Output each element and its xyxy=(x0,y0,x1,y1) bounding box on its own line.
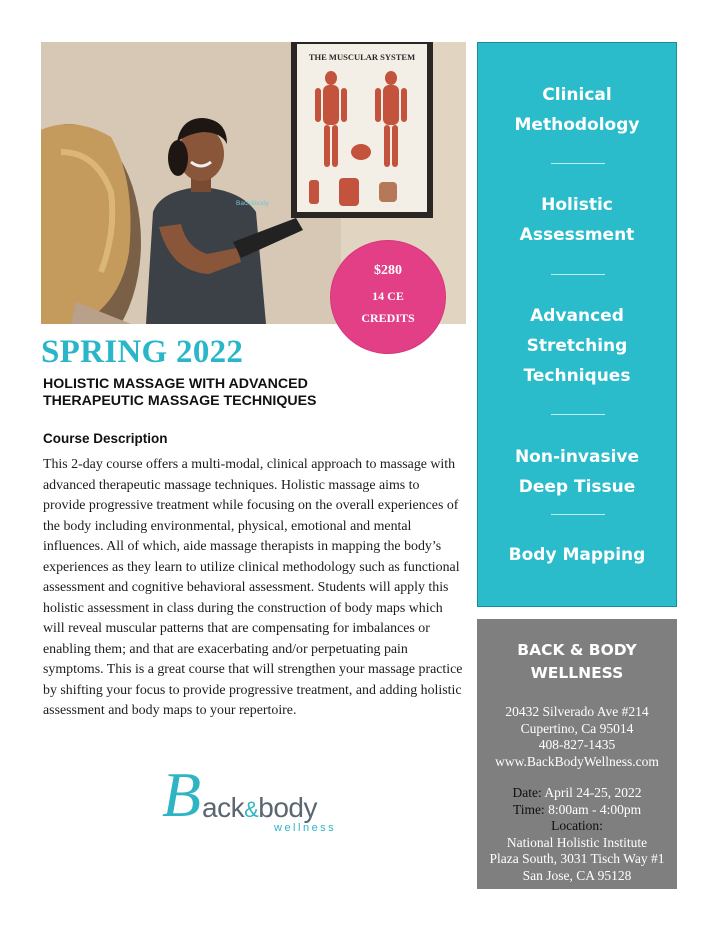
time-value: 8:00am - 4:00pm xyxy=(548,801,642,817)
season-heading: SPRING 2022 xyxy=(41,334,244,370)
course-title xyxy=(43,376,443,410)
logo-word2: body xyxy=(258,792,317,823)
logo-word1: ack xyxy=(202,792,245,823)
location-line3: San Jose, CA 95128 xyxy=(522,867,632,883)
price-badge xyxy=(331,241,445,353)
topic-body-mapping xyxy=(478,540,676,570)
business-name-line1: BACK & BODY xyxy=(517,641,637,659)
logo-subtitle: wellness xyxy=(274,822,337,834)
date-label: Date: xyxy=(512,785,542,800)
topic-advanced-stretching xyxy=(478,301,676,391)
course-description-body: This 2-day course offers a multi-modal, clinical approach to massage with advanced therapeutic massage techniques. Holistic massage aims to provide progressive treatment while focusing on the overall experiences of the body including environmental, physical, emotional and mental influences. All of which, aide massage therapists in mapping the body’s experiences as they learn to utilize clinical methodology such as functional assessment and cognitive behavioral assessment. Students will apply this holistic assessment in class during the construction of body maps which will reveal muscular patterns that are compensating for imbalances or enabling them; and that are exacerbating and/or perpetuating pain symptoms. This is a great course that will strengthen your massage practice by shifting your focus to provide progressive treatment, and adding holistic assessment and body maps to your repertoire. xyxy=(43,457,463,718)
business-info-panel xyxy=(477,619,677,889)
website-link[interactable]: www.BackBodyWellness.com xyxy=(495,753,659,769)
topic-line: Methodology xyxy=(514,115,640,135)
shirt-logo: Back&body xyxy=(236,200,269,207)
course-description-heading: Course Description xyxy=(43,431,168,446)
topic-divider xyxy=(551,163,605,164)
topic-line: Deep Tissue xyxy=(518,477,636,497)
topic-deep-tissue xyxy=(478,442,676,502)
price-amount: $280 xyxy=(374,263,402,278)
topic-holistic-assessment xyxy=(478,190,676,250)
business-name-line2: WELLNESS xyxy=(530,664,624,682)
address-line2: Cupertino, Ca 95014 xyxy=(520,720,634,736)
topic-divider xyxy=(551,414,605,415)
topic-divider xyxy=(551,514,605,515)
topic-line: Assessment xyxy=(519,225,635,245)
event-details xyxy=(477,785,677,884)
time-label: Time: xyxy=(512,801,545,817)
topic-line: Techniques xyxy=(523,366,631,386)
ce-credits-line2: CREDITS xyxy=(361,311,415,325)
event-date xyxy=(477,785,677,802)
business-name xyxy=(477,639,677,685)
topic-line: Stretching xyxy=(526,336,628,356)
course-title-line1: HOLISTIC MASSAGE WITH ADVANCED xyxy=(43,376,308,392)
address-line1: 20432 Silverado Ave #214 xyxy=(505,704,649,719)
location-line1: National Holistic Institute xyxy=(506,834,648,850)
topic-line: Advanced xyxy=(530,306,624,326)
back-and-body-logo xyxy=(160,759,360,844)
topic-line: Clinical xyxy=(542,85,612,105)
topic-line: Holistic xyxy=(541,195,613,215)
location-line2: Plaza South, 3031 Tisch Way #1 xyxy=(489,851,665,866)
course-title-line2: THERAPEUTIC MASSAGE TECHNIQUES xyxy=(43,393,317,409)
logo-ampersand: & xyxy=(244,797,259,822)
phone-number: 408-827-1435 xyxy=(538,737,616,752)
topic-line: Non-invasive xyxy=(514,447,640,467)
logo-letter: B xyxy=(162,759,202,830)
poster-title: THE MUSCULAR SYSTEM xyxy=(308,52,416,62)
location-label: Location: xyxy=(551,818,603,833)
ce-credits-line1: 14 CE xyxy=(372,289,404,303)
topic-line: Body Mapping xyxy=(508,545,646,565)
topic-clinical-methodology xyxy=(478,80,676,140)
date-value: April 24-25, 2022 xyxy=(544,785,642,800)
event-time xyxy=(477,802,677,819)
topic-divider xyxy=(551,274,605,275)
business-address xyxy=(477,704,677,770)
topics-panel xyxy=(477,42,677,607)
